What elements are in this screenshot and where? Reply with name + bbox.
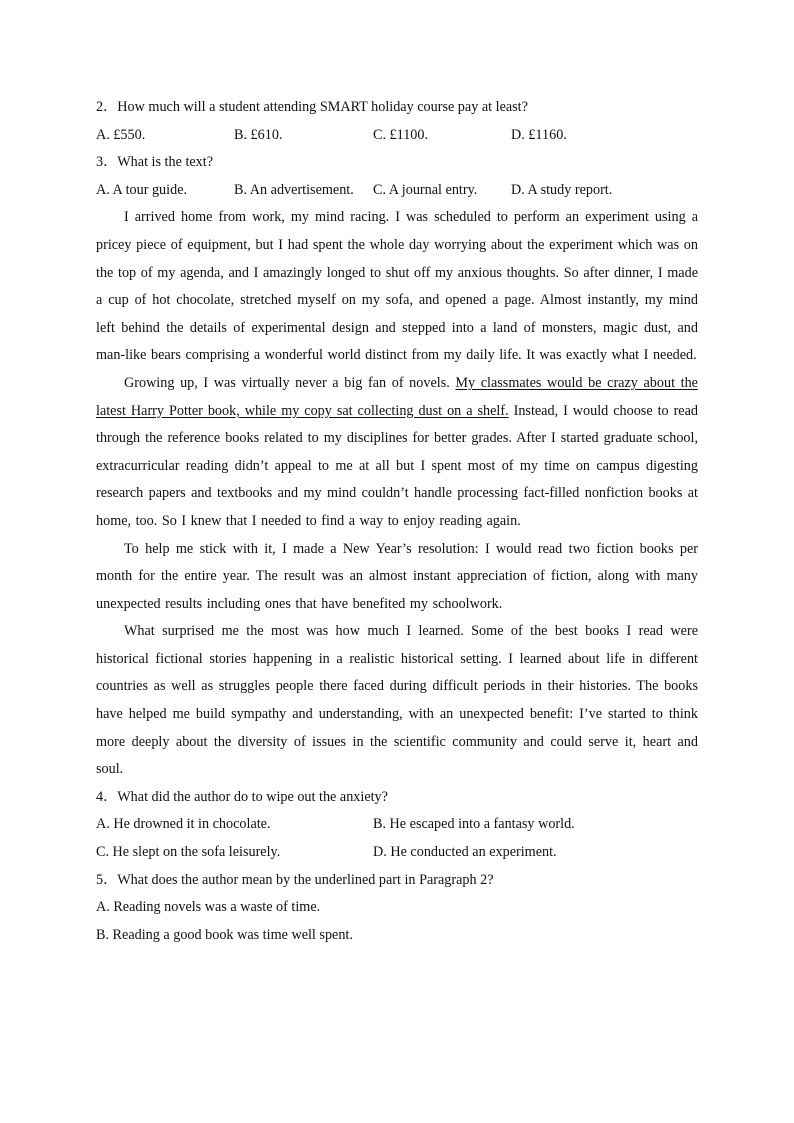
- option-d: D. He conducted an experiment.: [373, 844, 557, 861]
- question-4-stem: 4．What did the author do to wipe out the anxiety?: [96, 788, 388, 805]
- option-b: B. Reading a good book was time well spent.: [96, 926, 353, 943]
- option-b: B. He escaped into a fantasy world.: [373, 816, 575, 833]
- question-5-stem: 5．What does the author mean by the underlined part in Paragraph 2?: [96, 871, 494, 888]
- question-2-options: [96, 122, 698, 150]
- question-2-stem: 2．How much will a student attending SMART holiday course pay at least?: [96, 99, 528, 115]
- question-4-options-row-1: [96, 811, 698, 839]
- option-a: A. He drowned it in chocolate.: [96, 816, 271, 833]
- paragraph-2-rest: Instead, I would choose to read through the reference books related to my disciplines for better grades. After I started graduate school, extracurricular reading didn’t appeal to me at all but I spent most of my time on campus digesting research papers and textbooks and my mind couldn’t handle processing fact-filled nonfiction books at home, too. So I knew that I needed to find a way to enjoy reading again.: [96, 402, 698, 529]
- exam-page: [96, 94, 698, 949]
- question-3-options: [96, 177, 698, 205]
- option-a: A. £550.: [96, 126, 146, 143]
- option-d: D. A study report.: [511, 181, 613, 198]
- question-3-stem: 3．What is the text?: [96, 154, 214, 171]
- paragraph-2-opening: Growing up, I was virtually never a big fan of novels.: [124, 374, 456, 391]
- passage-paragraph-4: What surprised me the most was how much I learned. Some of the best books I read were historical fictional stories happening in a realistic historical setting. I learned about life in different countries as well as struggles people there faced during difficult periods in their histories. The books have helped me build sympathy and understanding, with an unexpected benefit: I’ve started to think more deeply about the diversity of issues in the scientific community and could serve it, heart and soul.: [96, 623, 698, 778]
- passage-paragraph-1: I arrived home from work, my mind racing. I was scheduled to perform an experiment using a pricey piece of equipment, but I had spent the whole day worrying about the experiment which was on the top of my agenda, and I amazingly longed to shut off my anxious thoughts. So after dinner, I made a cup of hot chocolate, stretched myself on my sofa, and opened a page. Almost instantly, my mind left behind the details of experimental design and stepped into a land of monsters, magic dust, and man-like bears comprising a wonderful world distinct from my daily life. It was exactly what I needed.: [96, 209, 698, 364]
- option-b: B. An advertisement.: [234, 181, 354, 198]
- option-a: A. A tour guide.: [96, 181, 188, 198]
- option-c: C. He slept on the sofa leisurely.: [96, 844, 281, 861]
- option-d: D. £1160.: [511, 126, 567, 143]
- option-b: B. £610.: [234, 126, 283, 143]
- passage-paragraph-3: To help me stick with it, I made a New Year’s resolution: I would read two fiction books per month for the entire year. The result was an almost instant appreciation of fiction, along with many unexpected results including ones that have benefited my schoolwork.: [96, 540, 698, 612]
- option-c: C. A journal entry.: [373, 181, 478, 198]
- option-a: A. Reading novels was a waste of time.: [96, 899, 321, 916]
- question-4-options-row-2: [96, 839, 698, 867]
- option-c: C. £1100.: [373, 126, 429, 143]
- passage-paragraph-2: [96, 370, 698, 536]
- underlined-sentence: My classmates would be crazy about the latest Harry Potter book, while my copy sat collecting dust on a shelf.: [96, 374, 698, 419]
